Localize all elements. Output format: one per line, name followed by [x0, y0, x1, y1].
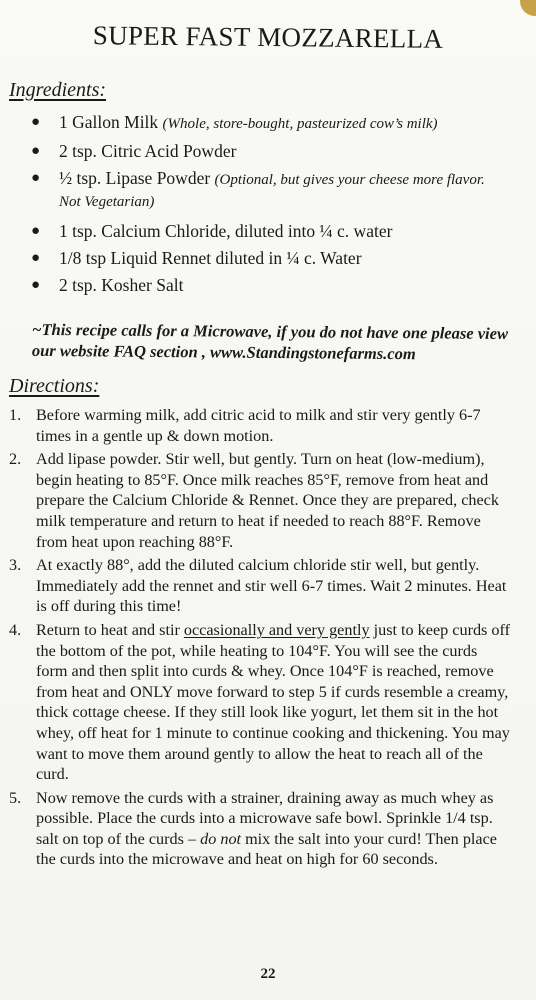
- bullet-icon: ●: [31, 170, 41, 186]
- bullet-icon: ●: [31, 250, 41, 266]
- direction-step: 1. Before warming milk, add citric acid to milk and stir very gently 6-7 times in a gentle up & down motion.: [9, 406, 481, 445]
- ingredient-item: ● 1 tsp. Calcium Chloride, diluted into ¼ c. water: [31, 221, 393, 241]
- direction-step: 3. At exactly 88°, add the diluted calcium chloride stir well, but gently. Immediately add the rennet and stir well 6-7 times. Wait 2 minutes. Heat is off during this time!: [9, 556, 507, 616]
- ingredients-heading: Ingredients:: [9, 79, 107, 101]
- ingredients-list: [0, 112, 536, 295]
- page-title: SUPER FAST MOZZARELLA: [92, 20, 444, 54]
- directions-heading: Directions:: [9, 375, 100, 397]
- bullet-icon: ●: [31, 223, 41, 239]
- step-number: 4.: [9, 620, 22, 639]
- page-number: 22: [260, 966, 276, 982]
- step-number: 1.: [9, 406, 22, 424]
- ingredient-item: ● 2 tsp. Citric Acid Powder: [31, 141, 237, 161]
- ingredient-item: ● 2 tsp. Kosher Salt: [31, 275, 184, 295]
- bullet-icon: ●: [31, 114, 41, 130]
- emphasis-underline: occasionally and very gently: [183, 620, 370, 639]
- ingredient-item: ● ½ tsp. Lipase Powder (Optional, but gives your cheese more flavor. Not Vegetarian): [31, 168, 485, 210]
- direction-step: 5. Now remove the curds with a strainer, draining away as much whey as possible. Place the curds into a microwave safe bowl. Sprinkle 1/4 tsp. salt on top of the curds – do not mix the salt into your curd! Then place the curds into the microwave and heat on high for 60 seconds.: [9, 788, 497, 869]
- bullet-icon: ●: [31, 143, 41, 159]
- step-number: 3.: [9, 556, 22, 575]
- directions-list: [0, 405, 536, 870]
- step-number: 5.: [9, 788, 22, 807]
- corner-decoration: [520, 0, 536, 16]
- bullet-icon: ●: [31, 277, 41, 293]
- emphasis-italic: do not: [200, 829, 242, 848]
- step-number: 2.: [9, 450, 22, 469]
- direction-step: 2. Add lipase powder. Stir well, but gently. Turn on heat (low-medium), begin heating to 85°F. Once milk reaches 85°F, remove from heat and prepare the Calcium Chloride & Rennet. Once they are prepared, check milk temperature and return to heat if needed to reach 88°F. Remove from heat upon reaching 88°F.: [9, 450, 499, 551]
- ingredient-item: ● 1/8 tsp Liquid Rennet diluted in ¼ c. Water: [31, 248, 362, 268]
- microwave-note: ~This recipe calls for a Microwave, if you do not have one please view our website FAQ section , www.Standingstonefarms.com: [31, 319, 509, 364]
- direction-step: 4. Return to heat and stir occasionally and very gently just to keep curds off the bottom of the pot, while heating to 104°F. You will see the curds form and then split into curds & whey. Once 104°F is reached, remove from heat and ONLY move forward to step 5 if curds resemble a creamy, thick cottage cheese. If they still look like yogurt, let them sit in the hot whey, off heat for 1 minute to continue cooking and thickening. You may want to move them around gently to allow the heat to reach all of the curd.: [9, 620, 510, 784]
- ingredient-item: ● 1 Gallon Milk (Whole, store-bought, pasteurized cow’s milk): [31, 112, 438, 132]
